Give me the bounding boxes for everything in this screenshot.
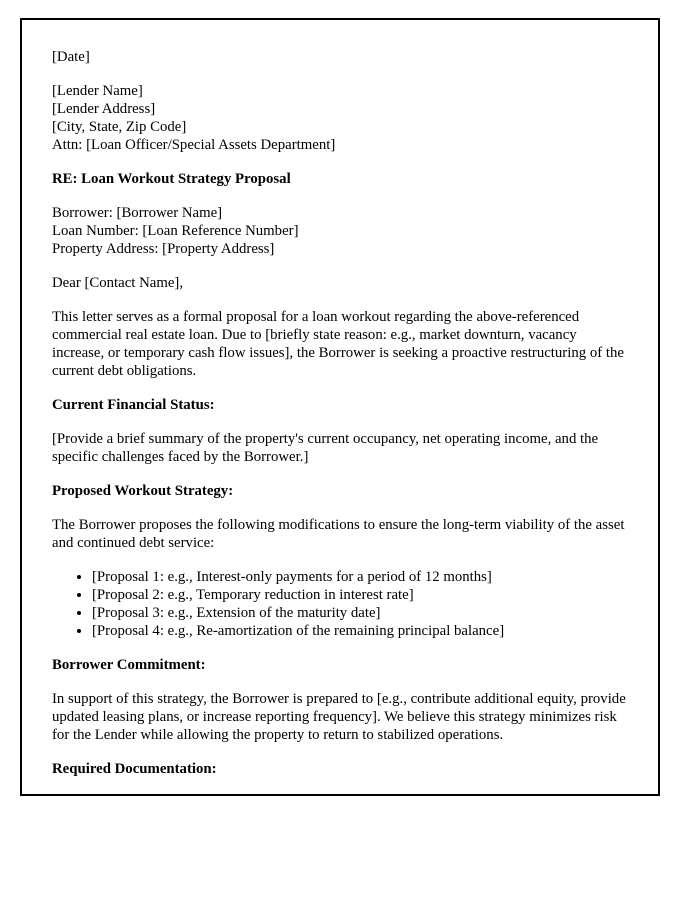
loan-number-line: Loan Number: [Loan Reference Number] (52, 223, 299, 239)
strategy-heading: Proposed Workout Strategy: (52, 483, 234, 499)
date-line: [Date] (52, 49, 90, 65)
loan-reference-block (52, 204, 628, 258)
attn-line: Attn: [Loan Officer/Special Assets Department] (52, 137, 336, 153)
proposal-item: • [Proposal 2: e.g., Temporary reduction in interest rate] (92, 586, 628, 604)
lender-address-block (52, 82, 628, 154)
financial-status-paragraph: [Provide a brief summary of the property's current occupancy, net operating income, and the specific challenges faced by the Borrower.] (52, 431, 599, 465)
lender-address-line: [Lender Address] (52, 101, 156, 117)
subject-line: RE: Loan Workout Strategy Proposal (52, 171, 291, 187)
lender-name-line: [Lender Name] (52, 83, 143, 99)
document-page (20, 18, 660, 796)
salutation: Dear [Contact Name], (52, 275, 184, 291)
proposal-item: • [Proposal 4: e.g., Re-amortization of the remaining principal balance] (92, 622, 628, 640)
intro-paragraph: This letter serves as a formal proposal for a loan workout regarding the above-referenced commercial real estate loan. Due to [briefly state reason: e.g., market downturn, vacancy increase, or temporary cash flow issues], the Borrower is seeking a proactive restructuring of the current debt obligations. (52, 309, 624, 379)
property-address-line: Property Address: [Property Address] (52, 241, 275, 257)
proposal-item: • [Proposal 3: e.g., Extension of the maturity date] (92, 604, 628, 622)
letter-content (22, 20, 658, 778)
financial-status-heading: Current Financial Status: (52, 397, 215, 413)
commitment-heading: Borrower Commitment: (52, 657, 206, 673)
documentation-heading: Required Documentation: (52, 761, 217, 777)
lender-city-line: [City, State, Zip Code] (52, 119, 187, 135)
strategy-intro-paragraph: The Borrower proposes the following modifications to ensure the long-term viability of the asset and continued debt service: (52, 517, 625, 551)
proposal-list (52, 568, 628, 640)
proposal-item: • [Proposal 1: e.g., Interest-only payments for a period of 12 months] (92, 568, 628, 586)
commitment-paragraph: In support of this strategy, the Borrower is prepared to [e.g., contribute additional equity, provide updated leasing plans, or increase reporting frequency]. We believe this strategy minimizes risk for the Lender while allowing the property to return to stabilized operations. (52, 691, 626, 743)
borrower-line: Borrower: [Borrower Name] (52, 205, 223, 221)
